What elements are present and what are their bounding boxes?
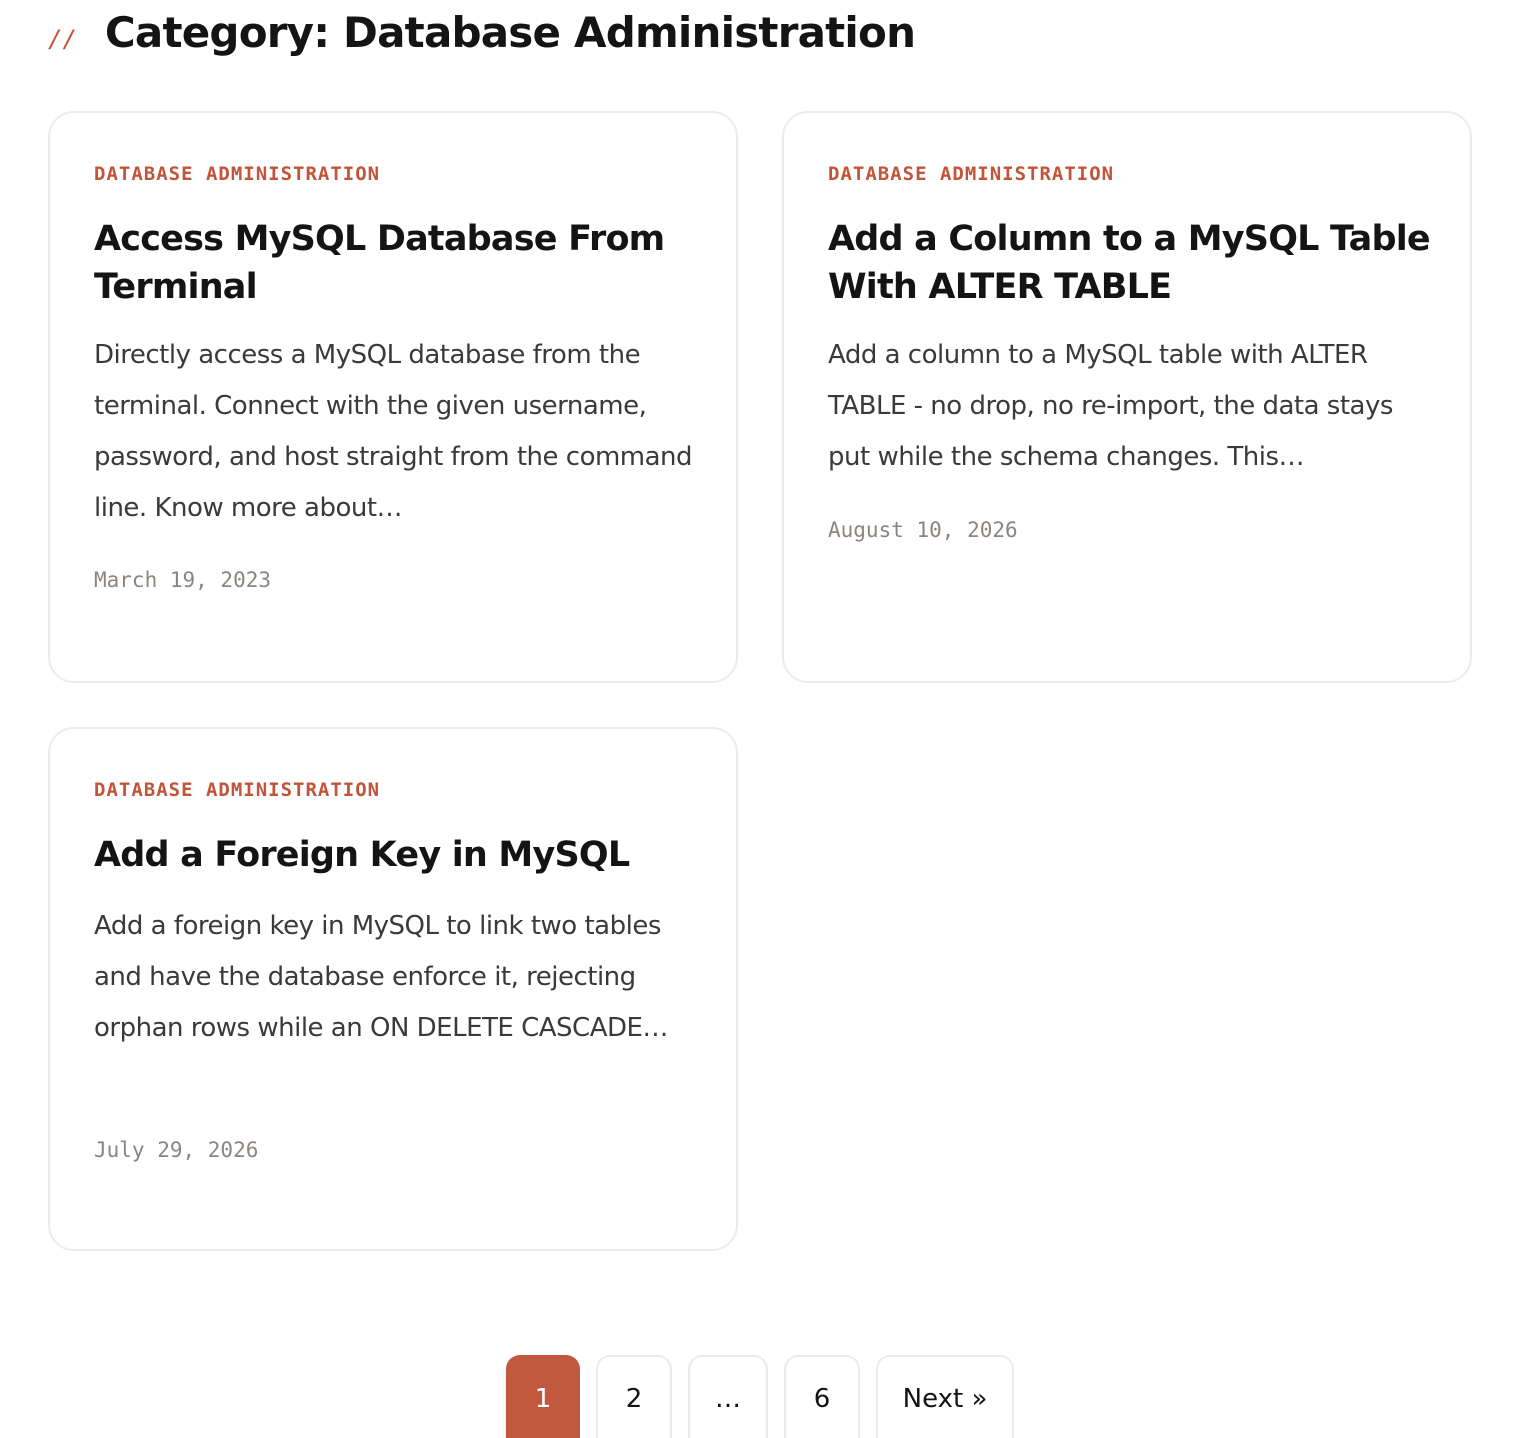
heading-slash-mark: // xyxy=(48,25,77,53)
post-category-link[interactable]: DATABASE ADMINISTRATION xyxy=(94,779,381,801)
next-page-link[interactable] xyxy=(876,1355,1014,1438)
page-6-link[interactable] xyxy=(784,1355,860,1438)
pagination xyxy=(0,1355,1520,1438)
post-excerpt: Directly access a MySQL database from the terminal. Connect with the given username, password, and host straight from the command line. Know more about… xyxy=(94,340,693,523)
post-card[interactable] xyxy=(48,727,738,1251)
post-title-link[interactable]: Access MySQL Database From Terminal xyxy=(94,219,665,307)
next-label: Next » xyxy=(902,1383,988,1414)
post-category-link[interactable]: DATABASE ADMINISTRATION xyxy=(828,163,1115,185)
post-card[interactable] xyxy=(48,111,738,683)
page-2-link[interactable] xyxy=(596,1355,672,1438)
post-date: August 10, 2026 xyxy=(828,518,1018,542)
post-title-link[interactable]: Add a Foreign Key in MySQL xyxy=(94,835,630,875)
ellipsis-label: … xyxy=(715,1383,741,1414)
pagination-ellipsis xyxy=(688,1355,768,1438)
page-6-label: 6 xyxy=(813,1383,831,1414)
page-header xyxy=(48,2,915,62)
post-excerpt: Add a column to a MySQL table with ALTER TABLE - no drop, no re-import, the data stays put while the schema changes. This… xyxy=(828,340,1393,472)
post-date: July 29, 2026 xyxy=(94,1138,259,1162)
page-title: Category: Database Administration xyxy=(104,7,916,57)
post-category-link[interactable]: DATABASE ADMINISTRATION xyxy=(94,163,381,185)
post-excerpt: Add a foreign key in MySQL to link two tables and have the database enforce it, rejecting orphan rows while an ON DELETE CASCADE… xyxy=(94,911,668,1043)
page-2-label: 2 xyxy=(625,1383,643,1414)
post-date: March 19, 2023 xyxy=(94,568,272,592)
page-1-current xyxy=(506,1355,580,1438)
post-card[interactable] xyxy=(782,111,1472,683)
page-1-label: 1 xyxy=(534,1383,552,1414)
post-title-link[interactable]: Add a Column to a MySQL Table With ALTER TABLE xyxy=(828,219,1430,307)
